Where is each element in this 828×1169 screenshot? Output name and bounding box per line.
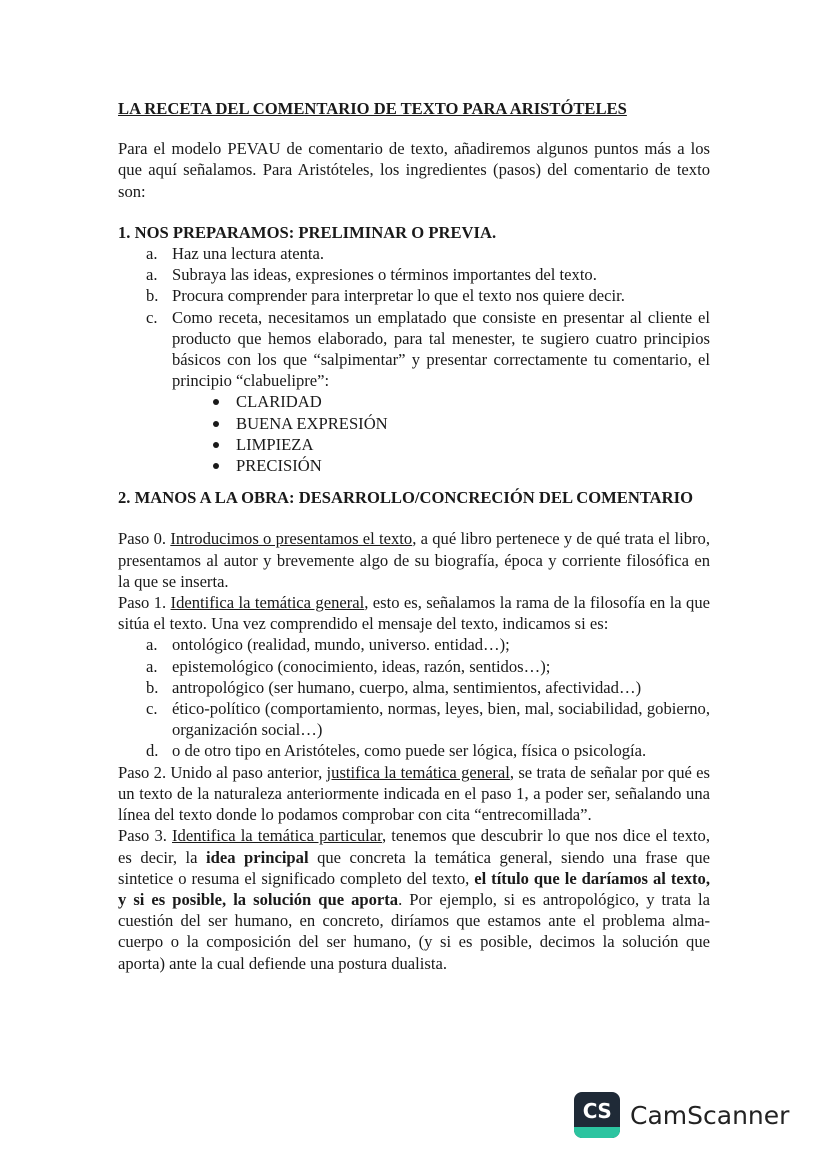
principle-text: BUENA EXPRESIÓN [236,413,388,433]
list-item [118,698,710,740]
paso-label: Paso 2. Unido al paso anterior, [118,762,327,782]
paso-text: . Por ejemplo, si es antropológico, y trata la cuestión del ser humano, en concreto, diríamos que estamos ante el problema alma-cuerpo o la composición del ser humano, (y si es posible, decimos la solución que aporta) ante la cual defiende una postura dualista. [118,889,710,973]
spacer [118,476,710,487]
logo-badge-text: CS [582,1099,612,1123]
camscanner-logo-icon [574,1092,620,1138]
list-item [118,307,710,392]
paso-text: , tenemos que descubrir lo que nos dice el texto, es decir, la [118,826,710,867]
principle-item [118,455,710,476]
paso0-paragraph [118,528,710,592]
paso-label: Paso 1. [118,593,171,613]
paso-text: , a qué libro pertenece y de qué trata el libro, presentamos al autor y brevemente algo de su biografía, época y corriente filosófica en la que se inserta. [118,529,710,591]
list-item-text: Como receta, necesitamos un emplatado que consiste en presentar al cliente el producto que hemos elaborado, para tal menester, te sugiero cuatro principios básicos con los que “salpimentar” y presentar correctamente tu comentario, el principio “clabuelipre”: [172,307,710,391]
bullet-icon [213,399,219,405]
list-item [118,243,710,264]
list-marker: c. [146,307,158,327]
list-marker: a. [146,265,158,285]
logo-wordmark: CamScanner [630,1100,790,1130]
list-item-text: Haz una lectura atenta. [172,244,325,264]
paso1-list [118,634,710,761]
principle-item [118,413,710,434]
paso3-paragraph [118,825,710,973]
paso2-paragraph [118,762,710,826]
list-marker: b. [146,677,159,697]
paso-text: que concreta la temática general, siendo una frase que sintetice o resuma el significado completo del texto, [118,847,710,888]
list-item [118,656,710,677]
principle-text: CLARIDAD [236,392,322,412]
section1-list [118,243,710,391]
list-item-text: o de otro tipo en Aristóteles, como puede ser lógica, física o psicología. [172,741,647,761]
list-item-text: ético-político (comportamiento, normas, leyes, bien, mal, sociabilidad, gobierno, organización social…) [172,699,710,740]
list-marker: a. [146,244,158,264]
logo-stripe [574,1127,620,1138]
list-item-text: ontológico (realidad, mundo, universo. entidad…); [172,635,510,655]
underlined-phrase: Introducimos o presentamos el texto [170,529,413,549]
spacer [118,508,710,528]
list-marker: b. [146,286,159,306]
paso-text: , se trata de señalar por qué es un texto de la naturaleza anteriormente indicada en el paso 1, a poder ser, señalando una línea del texto donde lo podamos comprobar con cita “entrecomillada”. [118,762,710,825]
bullet-icon [213,463,219,469]
section2-heading: 2. MANOS A LA OBRA: DESARROLLO/CONCRECIÓN DEL COMENTARIO [118,488,694,508]
bullet-icon [213,421,219,427]
document-page [118,98,710,974]
list-item-text: Procura comprender para interpretar lo que el texto nos quiere decir. [172,286,625,306]
list-marker: a. [146,656,158,676]
intro-paragraph: Para el modelo PEVAU de comentario de texto, añadiremos algunos puntos más a los que aquí señalamos. Para Aristóteles, los ingredientes (pasos) del comentario de texto son: [118,139,710,201]
principle-text: PRECISIÓN [236,456,322,476]
list-marker: a. [146,635,158,655]
paso-label: Paso 3. [118,826,173,846]
section1-heading: 1. NOS PREPARAMOS: PRELIMINAR O PREVIA. [118,222,497,242]
underlined-phrase: Identifica la temática general [170,593,365,613]
bullet-icon [213,442,219,448]
paso-text: , esto es, señalamos la rama de la filosofía en la que sitúa el texto. Una vez comprendido el mensaje del texto, indicamos si es: [118,593,710,634]
spacer [118,202,710,222]
principles-list [118,391,710,476]
list-item [118,285,710,306]
principle-item [118,434,710,455]
list-item-text: Subraya las ideas, expresiones o términos importantes del texto. [172,265,597,285]
list-item [118,677,710,698]
camscanner-watermark [574,1092,789,1138]
list-marker: c. [146,699,158,719]
document-title: LA RECETA DEL COMENTARIO DE TEXTO PARA ARISTÓTELES [118,99,627,118]
bold-phrase: idea principal [206,847,309,867]
list-item [118,264,710,285]
paso1-paragraph [118,592,710,634]
list-item-text: antropológico (ser humano, cuerpo, alma, sentimientos, afectividad…) [172,677,642,697]
underlined-phrase: justifica la temática general [326,762,510,782]
list-item [118,634,710,655]
principle-text: LIMPIEZA [236,434,314,454]
list-item [118,740,710,761]
list-marker: d. [146,741,159,761]
list-item-text: epistemológico (conocimiento, ideas, razón, sentidos…); [172,656,551,676]
paso-label: Paso 0. [118,529,171,549]
underlined-phrase: Identifica la temática particular [172,826,382,846]
bold-phrase: el título que le daríamos al texto, y si es posible, la solución que aporta [118,868,710,909]
principle-item [118,391,710,412]
